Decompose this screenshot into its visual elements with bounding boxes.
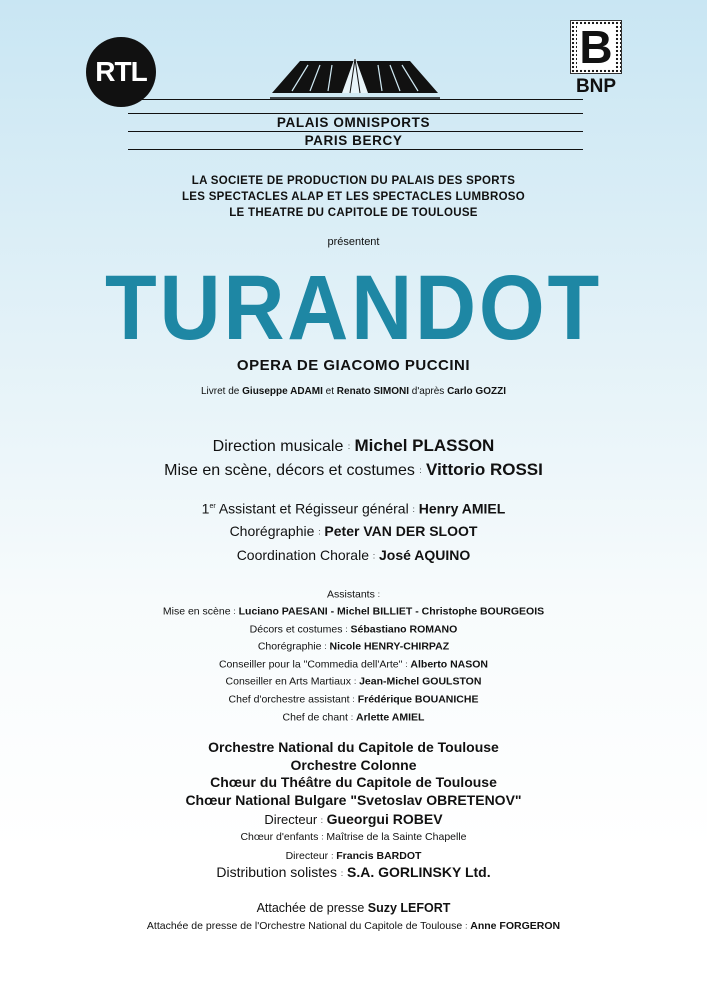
libretto-after: d'après [409,386,448,397]
assistants-list [0,603,707,726]
credit-role: Directeur [264,812,318,827]
credit-name: Suzy LEFORT [367,901,451,915]
libretto-author-2: Renato SIMONI [336,386,410,397]
credit-separator: : [419,465,422,475]
rtl-logo [86,37,156,107]
orchestra-line: Orchestre National du Capitole de Toulouse [208,739,499,755]
credit-role: Mise en scène [162,605,231,618]
credit-distribution [0,864,707,880]
producer-line: LES SPECTACLES ALAP ET LES SPECTACLES LUMBROSO [181,191,526,203]
venue-rule-2 [128,113,583,114]
libretto-and: et [322,386,337,397]
credit-separator: : [318,527,321,537]
credit-coordination-chorale [0,543,707,568]
credit-role: Mise en scène, décors et costumes [164,462,415,479]
credit-role: Attachée de presse de l'Orchestre National du Capitole de Toulouse [146,920,463,932]
assistant-row [0,603,707,621]
credit-name: Frédérique BOUANICHE [357,693,479,706]
assistant-row [0,638,707,656]
credit-role: Décors et costumes [249,622,343,635]
credit-name: José AQUINO [379,547,471,563]
credit-role: Directeur [285,850,329,862]
credit-mise-en-scene [0,458,707,483]
credit-separator: : [352,694,355,704]
credit-separator: : [321,832,324,842]
credit-name: Gueorgui ROBEV [326,811,443,827]
venue-rule-1 [128,99,583,100]
venue-rule-4 [128,149,583,150]
credit-role: Distribution solistes [216,864,337,880]
venue-rule-3 [128,131,583,132]
credit-children-choir [0,831,707,843]
credit-name: Peter VAN DER SLOOT [324,523,478,539]
assistant-row [0,673,707,691]
credit-role: Chorégraphie [229,523,315,539]
credit-role: Conseiller pour la "Commedia dell'Arte" [218,658,403,671]
orchestra-line: Orchestre Colonne [290,756,417,773]
assistant-row [0,621,707,639]
credit-separator: : [331,851,334,861]
credit-role: Coordination Chorale [236,547,369,563]
assistants-heading-text: Assistants [326,588,375,601]
libretto-prefix: Livret de [201,386,243,397]
credit-separator: : [320,816,324,826]
credit-separator: : [324,642,327,652]
bnp-logo-letter: B [579,21,613,73]
credit-role: Attachée de presse [256,901,365,915]
assistants-heading [0,586,707,604]
credit-separator: : [377,590,380,599]
credit-separator: : [405,659,408,669]
credit-press-orchestra [0,920,707,932]
rtl-logo-text: RTL [95,56,147,87]
arena-building-icon [270,55,440,105]
credit-separator: : [347,441,351,451]
producer-line: LA SOCIETE DE PRODUCTION DU PALAIS DES SPORTS [191,175,516,187]
orchestra-line: Chœur National Bulgare "Svetoslav OBRETENOV" [185,791,522,808]
credit-name: Maîtrise de la Sainte Chapelle [326,831,467,843]
venue-line-2: PARIS BERCY [304,133,403,148]
credit-name: S.A. GORLINSKY Ltd. [346,864,491,880]
orchestras-list [0,739,707,809]
ordinal-suffix: er [209,503,216,510]
credit-name: Vittorio ROSSI [426,460,543,479]
bnp-logo-mark [570,20,622,74]
credit-name: Henry AMIEL [418,500,506,517]
presentent-text: présentent [327,236,380,248]
credit-separator: : [353,677,357,687]
page-title: TURANDOT [105,257,602,359]
producer-line: LE THEATRE DU CAPITOLE DE TOULOUSE [229,207,478,219]
credit-name: Michel PLASSON [354,436,495,455]
credit-role: Chef de chant [282,710,348,723]
credit-separator: : [340,868,344,878]
credit-press [0,901,707,915]
orchestra-line: Chœur du Théâtre du Capitole de Toulouse [210,774,497,790]
credit-separator: : [465,921,468,931]
credit-name: Alberto NASON [410,658,489,671]
credit-role: Assistant et Régisseur général [215,500,409,517]
credit-name: Jean-Michel GOULSTON [359,675,482,688]
credit-name: Luciano PAESANI - Michel BILLIET - Christophe BOURGEOIS [238,605,545,618]
credit-role: Chef d'orchestre assistant [228,693,350,706]
libretto-credit [0,386,707,397]
credit-choregraphie [0,519,707,544]
credit-separator: : [350,712,354,722]
credit-separator: : [345,624,348,634]
credit-direction-musicale [0,434,707,459]
credit-role: Chœur d'enfants [240,831,319,843]
libretto-author-3: Carlo GOZZI [447,386,506,397]
assistant-row [0,709,707,727]
credit-name: Francis BARDOT [336,850,422,862]
credit-separator: : [233,607,236,616]
subtitle: OPERA DE GIACOMO PUCCINI [236,357,471,374]
ordinal-number: 1 [201,500,210,517]
credit-name: Arlette AMIEL [356,710,425,723]
assistant-row [0,691,707,709]
credit-name: Anne FORGERON [470,920,561,932]
bnp-logo [566,20,626,102]
venue-line-1: PALAIS OMNISPORTS [276,115,431,130]
credit-children-director [0,850,707,862]
credit-name: Nicole HENRY-CHIRPAZ [329,640,450,653]
credit-role: Direction musicale [212,438,344,455]
credit-assistant-regisseur [0,495,707,522]
credit-separator: : [412,504,415,514]
credit-name: Sébastiano ROMANO [350,622,458,635]
credit-separator: : [372,551,376,561]
libretto-author-1: Giuseppe ADAMI [242,386,323,397]
assistant-row [0,656,707,674]
credit-choir-director [0,811,707,827]
credit-role: Conseiller en Arts Martiaux [225,675,352,688]
bnp-logo-text: BNP [575,76,617,97]
credit-role: Chorégraphie [257,640,322,653]
producers [0,173,707,221]
